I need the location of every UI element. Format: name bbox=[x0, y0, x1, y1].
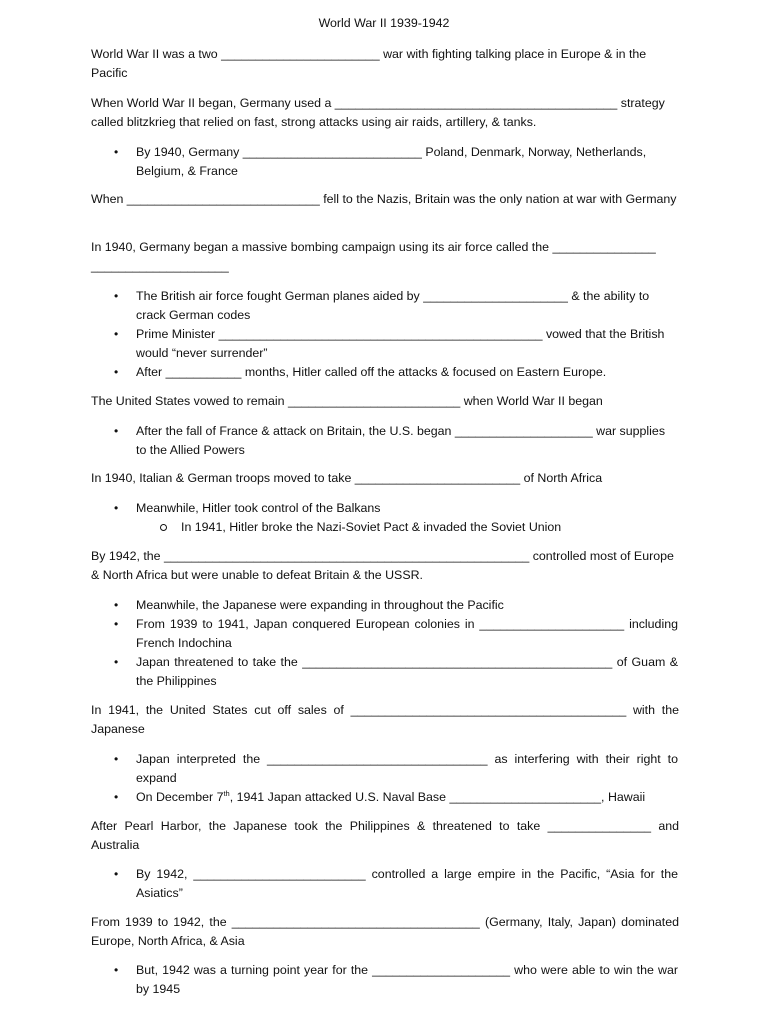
bullet-attacks-called-off: • After ___________ months, Hitler called off the attacks & focused on Eastern Europe. bbox=[136, 363, 678, 382]
paragraph-bombing-campaign: In 1940, Germany began a massive bombing campaign using its air force called the _______________ ____________________ bbox=[91, 240, 656, 273]
paragraph-britain-alone: When ____________________________ fell to the Nazis, Britain was the only nation at war with Germany bbox=[91, 192, 677, 206]
bullet-balkans: • Meanwhile, Hitler took control of the Balkans bbox=[136, 499, 678, 518]
paragraph-1942-control: By 1942, the _____________________________________________________ controlled most of Europe & North Africa but were unable to defeat Britain & the USSR. bbox=[91, 549, 674, 582]
subbullet-soviet-union: In 1941, Hitler broke the Nazi-Soviet Pact & invaded the Soviet Union bbox=[181, 518, 678, 537]
bullet-japan-expanding: • Meanwhile, the Japanese were expanding in throughout the Pacific bbox=[136, 596, 678, 615]
paragraph-two-front-war: World War II was a two _______________________ war with fighting talking place in Europe & in the Pacific bbox=[91, 47, 647, 80]
paragraph-cut-off-sales: In 1941, the United States cut off sales of ________________________________________ with the Japanese bbox=[91, 703, 679, 736]
page-title: World War II 1939-1942 bbox=[318, 16, 450, 30]
bullet-us-war-supplies: • After the fall of France & attack on Britain, the U.S. began ____________________ war supplies to the Allied Powers bbox=[136, 422, 678, 459]
paragraph-north-africa: In 1940, Italian & German troops moved to take ________________________ of North Africa bbox=[91, 471, 603, 485]
bullet-asia-for-asiatics: • By 1942, _________________________ controlled a large empire in the Pacific, “Asia for the Asiatics” bbox=[136, 865, 678, 902]
paragraph-blitzkrieg: When World War II began, Germany used a _________________________________________ strategy called blitzkrieg that relied on fast, strong attacks using air raids, artillery, & tanks. bbox=[91, 96, 665, 129]
bullet-turning-point: • But, 1942 was a turning point year for the ____________________ who were able to win the war by 1945 bbox=[136, 961, 678, 998]
paragraph-after-pearl-harbor: After Pearl Harbor, the Japanese took the Philippines & threatened to take _______________ and Australia bbox=[91, 819, 679, 852]
bullet-pearl-harbor-attack: • On December 7th, 1941 Japan attacked U.S. Naval Base ______________________, Hawaii bbox=[136, 788, 678, 807]
paragraph-axis-dominated: From 1939 to 1942, the ____________________________________ (Germany, Italy, Japan) dominated Europe, North Africa, & Asia bbox=[91, 915, 679, 948]
bullet-prime-minister: • Prime Minister _______________________________________________ vowed that the British would “never surrender” bbox=[136, 325, 678, 362]
bullet-japan-interpreted: • Japan interpreted the ________________________________ as interfering with their right to expand bbox=[136, 750, 678, 787]
bullet-germany-1940: • By 1940, Germany __________________________ Poland, Denmark, Norway, Netherlands, Belgium, & France bbox=[136, 143, 678, 180]
bullet-european-colonies: • From 1939 to 1941, Japan conquered European colonies in _____________________ including French Indochina bbox=[136, 615, 678, 652]
bullet-british-air-force: • The British air force fought German planes aided by _____________________ & the ability to crack German codes bbox=[136, 287, 678, 324]
bullet-guam-philippines: • Japan threatened to take the _____________________________________________ of Guam & the Philippines bbox=[136, 653, 678, 690]
paragraph-us-vowed: The United States vowed to remain _________________________ when World War II began bbox=[91, 394, 603, 408]
